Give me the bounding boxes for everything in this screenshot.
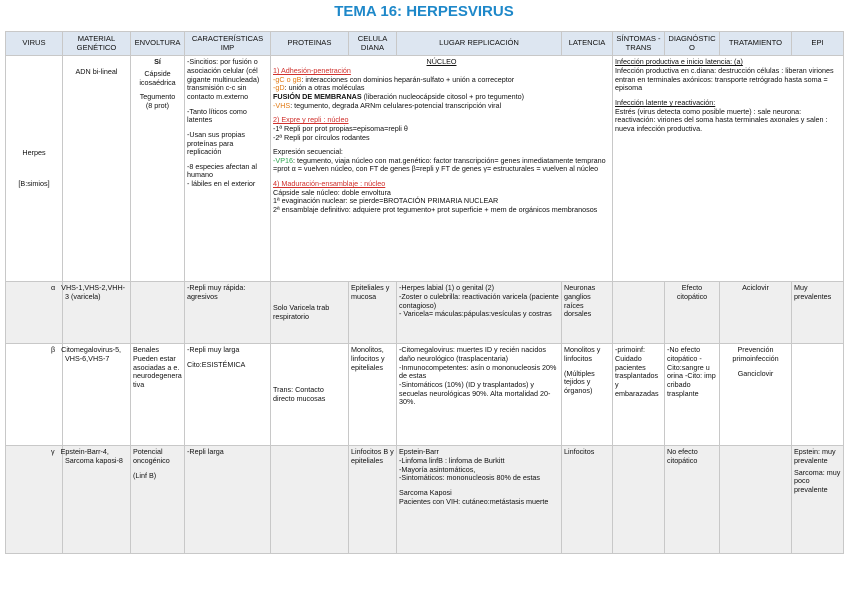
herpes-latencia-cell [613, 56, 844, 282]
beta-tratamiento-2: Ganciclovir [737, 368, 774, 378]
alpha-tratamiento-cell: Aciclovir [720, 282, 792, 344]
fusion-label: FUSIÓN DE MEMBRANAS [273, 92, 362, 101]
envoltura-tegumento: Tegumento [139, 92, 176, 102]
header-lugar-replicacion: LUGAR REPLICACIÓN [397, 32, 562, 56]
gamma-lugar-3: -Sintomáticos: mononucleosis 80% de estas [399, 473, 541, 483]
gamma-envoltura-2: (Linf B) [133, 470, 157, 480]
gamma-tratamiento-cell [720, 446, 792, 554]
fusion-text: (liberación nucleocápside citosol + pro tegumento) [361, 92, 525, 101]
gamma-envoltura-1: Potencial oncogénico [133, 447, 170, 466]
header-latencia: LATENCIA [562, 32, 613, 56]
beta-tratamiento-cell [720, 344, 792, 446]
replicacion-step1-title: 1) Adhesión-penetración [273, 66, 351, 76]
alpha-virus: VHS-1,VHS-2,VHH-3 (varicela) [61, 283, 126, 302]
header-envoltura: ENVOLTURA [131, 32, 185, 56]
header-material: MATERIAL GENÉTICO [63, 32, 131, 56]
beta-proteinas-cell: Trans: Contacto directo mucosas [271, 344, 349, 446]
envoltura-capside: Cápside icosaédrica [139, 69, 176, 87]
alpha-lugar-1: -Herpes labial (1) o genital (2) [399, 283, 495, 293]
alpha-latencia-cell: Neuronas ganglios raíces dorsales [562, 282, 613, 344]
envoltura-si: Sí [154, 57, 161, 67]
herpes-virus-cell [6, 56, 63, 282]
beta-greek: β [51, 345, 56, 355]
alpha-lugar-2: -Zoster o culebrilla: reactivación varicela (paciente contagioso) [399, 292, 559, 310]
header-tratamiento: TRATAMIENTO [720, 32, 792, 56]
gamma-envoltura-cell [131, 446, 185, 554]
gamma-diana-cell: Linfocitos B y epiteliales [349, 446, 397, 554]
replicacion-step2-l1: -1ª Repli por prot propias=episoma=repli θ [273, 123, 408, 133]
step4-l2b: BROTACIÓN PRIMARIA NUCLEAR [383, 196, 499, 206]
header-sintomas: SÍNTOMAS - TRANS [613, 32, 665, 56]
gamma-epi-1: Epstein: muy prevalente [794, 447, 836, 466]
latencia-title2: Infección latente y reactivación: [615, 98, 716, 107]
gamma-lugar-1: -Linfoma linfB : linfoma de Burkitt [399, 456, 505, 466]
beta-tratamiento-1: Prevención primoinfección [732, 345, 779, 364]
replicacion-vp16 [273, 157, 610, 174]
beta-virus: Citomegalovirus-5, VHS-6,VHS-7 [61, 345, 122, 364]
car-especies: -8 especies afectan al humano [187, 161, 257, 180]
gamma-lugar-4: Pacientes con VIH: cutáneo:metástasis muerte [399, 496, 549, 506]
replicacion-step4-l3: 2ª ensamblaje definitivo: adquiere prot tegumento+ prot superficie + mem de orgánicos membranosos [273, 205, 598, 215]
beta-diagnostico-cell: -No efecto citopático -Cito:sangre u orina -Cito: imp cribado trasplante [665, 344, 720, 446]
car-proteinas: -Usan sus propias proteínas para replicación [187, 129, 245, 157]
gamma-virus: Epstein-Barr-4, Sarcoma kaposi-8 [60, 447, 123, 466]
alpha-envoltura-cell [131, 282, 185, 344]
beta-lugar-2: -Inmunocompetentes: asín o mononucleosis 20% de estas [399, 362, 557, 381]
herpes-replicacion-cell [271, 56, 613, 282]
gd-label: -gD [273, 83, 285, 93]
beta-virus-cell [51, 344, 131, 446]
gamma-lugar-title1: Epstein-Barr [399, 447, 439, 457]
envoltura-prot: (8 prot) [145, 101, 170, 110]
gamma-sintomas-cell [613, 446, 665, 554]
header-epi: EPI [792, 32, 844, 56]
gc-text: : interacciones con dominios heparán-sulfato + unión a correceptor [301, 74, 515, 84]
alpha-sintomas-cell [613, 282, 665, 344]
latencia-p2: Estrés (virus detecta como posible muerte) : sale neurona: reactivación: viriones del soma hasta terminales axonales y salen : nueva infección productiva. [615, 106, 828, 133]
header-proteinas: PROTEINAS [271, 32, 349, 56]
herpes-caracteristicas-cell [185, 56, 271, 282]
beta-row [6, 344, 844, 446]
virus-group: [B:simios] [18, 178, 50, 188]
header-caracteristicas: CARACTERÍSTICAS IMP [185, 32, 271, 56]
beta-empty-cell [6, 344, 63, 446]
alpha-diagnostico-cell: Efecto citopático [665, 282, 720, 344]
beta-latencia-1: Monolitos y linfocitos [564, 345, 601, 364]
header-celula-diana: CELULA DIANA [349, 32, 397, 56]
alpha-virus-cell [51, 282, 131, 344]
replicacion-step3-title: Expresión secuencial: [273, 147, 343, 157]
alpha-diana-cell: Epiteliales y mucosa [349, 282, 397, 344]
beta-caracteristicas-cell [185, 344, 271, 446]
car-liticos: -Tanto líticos como latentes [187, 106, 247, 125]
gamma-epi-cell [792, 446, 844, 554]
beta-car-2: Cito:ESISTÉMICA [187, 360, 246, 370]
replicacion-step4-title: 4) Maduración-ensamblaje : núcleo [273, 179, 386, 189]
gamma-row [6, 446, 844, 554]
page-title: TEMA 16: HERPESVIRUS [334, 3, 514, 20]
gamma-greek: γ [51, 447, 55, 457]
beta-latencia-cell [562, 344, 613, 446]
herpes-row [6, 56, 844, 282]
herpes-envoltura-cell [131, 56, 185, 282]
beta-car-1: -Repli muy larga [187, 345, 240, 355]
alpha-lugar-3: - Varicela= máculas:pápulas:vesículas y costras [399, 309, 552, 319]
header-virus: VIRUS [6, 32, 63, 56]
beta-envoltura-cell: Benales Pueden estar asociadas a e. neurodegenerativa [131, 344, 185, 446]
gamma-lugar-title2: Sarcoma Kaposi [399, 488, 452, 497]
alpha-lugar-cell [397, 282, 562, 344]
virus-name: Herpes [22, 148, 46, 158]
vhs-text: : tegumento, degrada ARNm celulares-potencial transcripción viral [290, 100, 502, 110]
beta-lugar-cell [397, 344, 562, 446]
gamma-virus-cell [51, 446, 131, 554]
latencia-title1: Infección productiva e inicio latencia: (a) [615, 57, 743, 67]
beta-epi-cell [792, 344, 844, 446]
alpha-proteinas-cell: Solo Varicela trab respiratorio [271, 282, 349, 344]
gc-label: -gC o gB [273, 74, 302, 84]
gamma-diagnostico-cell: No efecto citopático [665, 446, 720, 554]
replicacion-nucleo: NÚCLEO [426, 57, 457, 67]
replicacion-step2-title: 2) Expre y repli : núcleo [273, 115, 349, 125]
gamma-caracteristicas-cell: -Repli larga [185, 446, 271, 554]
vp16-label: -VP16 [273, 155, 293, 165]
vhs-label: -VHS [273, 100, 291, 110]
header-row [6, 32, 844, 56]
car-labiles: - lábiles en el exterior [187, 179, 256, 189]
beta-lugar-3: -Sintomáticos (10%) (ID y trasplantados) y secuelas neurológicas 90%. Alta mortalidad 20-30%. [399, 380, 551, 407]
alpha-row [6, 282, 844, 344]
herpes-material-cell: ADN bi-lineal [63, 56, 131, 282]
gamma-epi-2: Sarcoma: muy poco prevalente [794, 467, 841, 494]
herpesvirus-table [5, 31, 844, 554]
alpha-epi-cell: Muy prevalentes [792, 282, 844, 344]
gamma-lugar-cell [397, 446, 562, 554]
latencia-p1: Infección productiva en c.diana: destrucción células : liberan viriones entran en terminales axónicos: transporte retrógrado hasta soma = episoma [615, 66, 834, 93]
car-sincitios: -Sincitios: por fusión o asociación celular (cél gigante multinucleada) transmisión c-c sin contacto m.externo [187, 57, 260, 101]
gamma-lugar-2: -Mayoría asintomáticos, [399, 464, 476, 474]
gamma-empty-cell [6, 446, 63, 554]
replicacion-step4-l1: Cápside sale núcleo: doble envoltura [273, 187, 391, 197]
beta-diana-cell: Monolitos, linfocitos y epiteliales [349, 344, 397, 446]
gamma-latencia-cell: Linfocitos [562, 446, 613, 554]
vp16-text: : tegumento, viaja núcleo con mat.genético: factor transcripción= genes inmediatamente temprano =prot α = vuelven núcleo, con FT de genes β=repli y FT de genes γ= estructurales = vuelven al núcleo [273, 155, 606, 174]
beta-lugar-1: -Citomegalovirus: muertes ID y recién nacidos daño neurológico (trasplacentaria) [399, 345, 546, 364]
header-diagnostico: DIAGNÓSTICO [665, 32, 720, 56]
gd-text: : unión a otras moléculas [284, 83, 365, 93]
step4-l2a: 1ª evaginación nuclear: se pierde= [273, 196, 384, 206]
alpha-greek: α [51, 283, 56, 293]
beta-sintomas-cell: -primoinf: Cuidado pacientes trasplantados y embarazadas [613, 344, 665, 446]
alpha-caracteristicas-cell: -Repli muy rápida: agresivos [185, 282, 271, 344]
replicacion-step2-l2: -2ª Repli por círculos rodantes [273, 132, 370, 142]
beta-latencia-2: (Múltiples tejidos y órganos) [564, 368, 595, 395]
replicacion-vhs [273, 102, 610, 111]
gamma-proteinas-cell [271, 446, 349, 554]
